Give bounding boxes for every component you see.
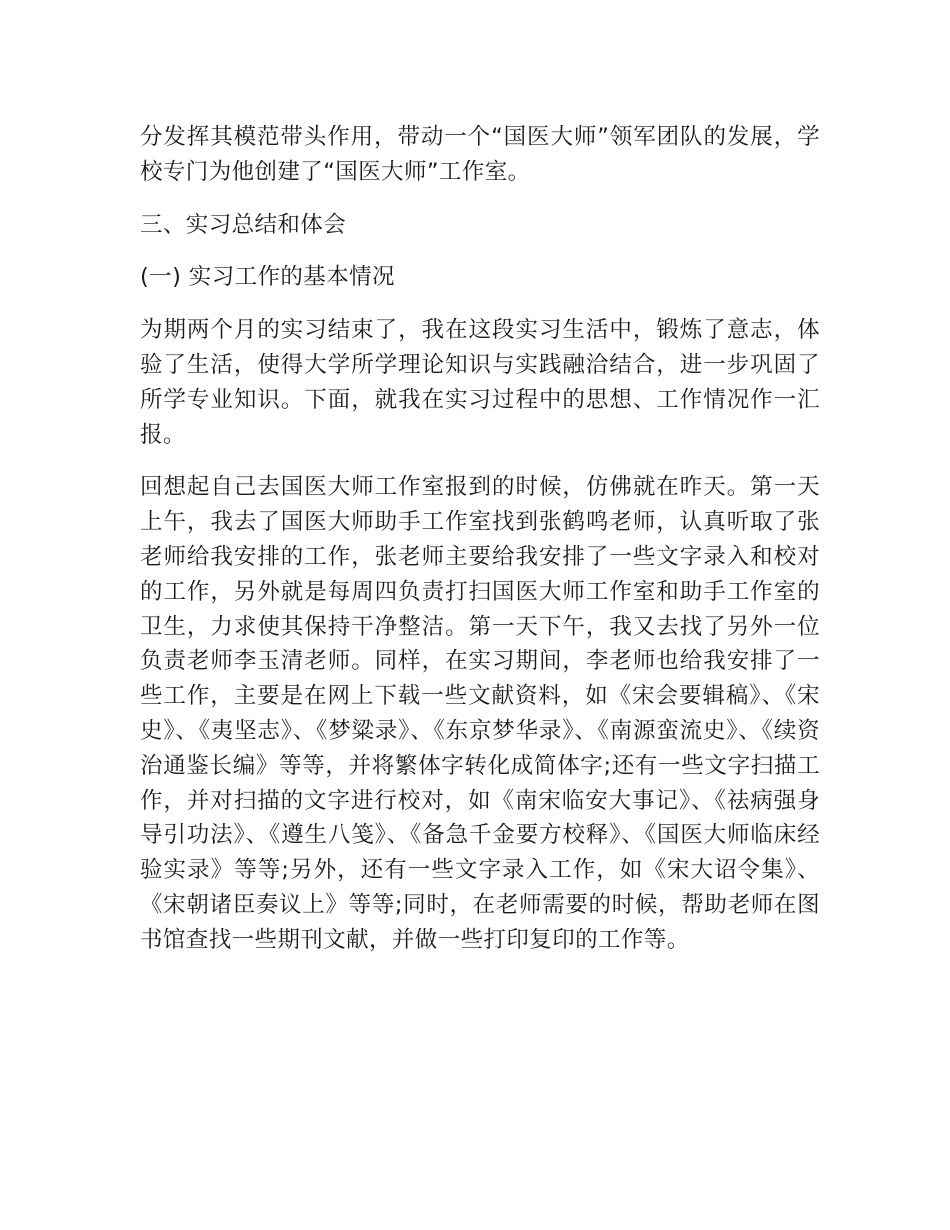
section-heading: 三、实习总结和体会 (140, 211, 347, 238)
document-body (140, 120, 820, 958)
subsection-heading: (一) 实习工作的基本情况 (140, 264, 395, 291)
paragraph-summary: 为期两个月的实习结束了，我在这段实习生活中，锻炼了意志，体验了生活，使得大学所学理论知识与实践融洽结合，进一步巩固了所学专业知识。下面，就我在实习过程中的思想、工作情况作一汇报。 (140, 317, 820, 448)
paragraph-recollection: 回想起自己去国医大师工作室报到的时候，仿佛就在昨天。第一天上午，我去了国医大师助手工作室找到张鹤鸣老师，认真听取了张老师给我安排的工作，张老师主要给我安排了一些文字录入和校对的工作，另外就是每周四负责打扫国医大师工作室和助手工作室的卫生，力求使其保持干净整洁。第一天下午，我又去找了另外一位负责老师李玉清老师。同样，在实习期间，李老师也给我安排了一些工作，主要是在网上下载一些文献资料，如《宋会要辑稿》、《宋史》、《夷坚志》、《梦粱录》、《东京梦华录》、《南源蛮流史》、《续资治通鉴长编》等等，并将繁体字转化成简体字;还有一些文字扫描工作，并对扫描的文字进行校对，如《南宋临安大事记》、《祛病强身导引功法》、《遵生八笺》、《备急千金要方校释》、《国医大师临床经验实录》等等;另外，还有一些文字录入工作，如《宋大诏令集》、《宋朝诸臣奏议上》等等;同时，在老师需要的时候，帮助老师在图书馆查找一些期刊文献，并做一些打印复印的工作等。 (140, 474, 820, 953)
paragraph-intro-continuation: 分发挥其模范带头作用，带动一个“国医大师”领军团队的发展，学校专门为他创建了“国医大师”工作室。 (140, 124, 820, 185)
